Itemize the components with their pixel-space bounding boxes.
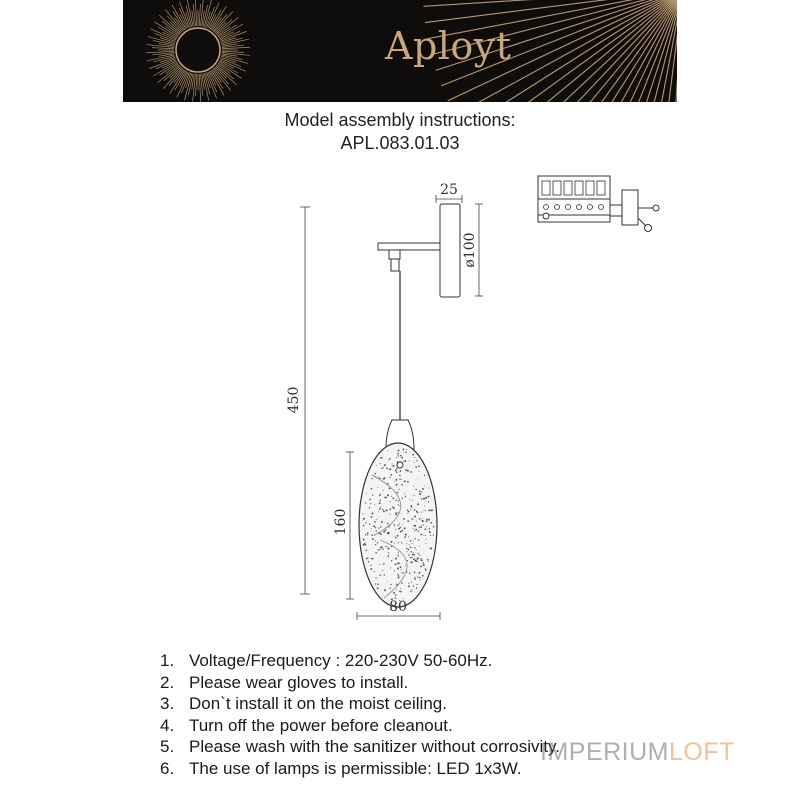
brand-logo: Aployt <box>385 24 512 68</box>
instruction-item: 4. Turn off the power before cleanout. <box>160 715 453 735</box>
dim-shade-width: 80 <box>389 599 407 615</box>
instruction-item: 2. Please wear gloves to install. <box>160 672 409 692</box>
instruction-item: 6. The use of lamps is permissible: LED 1x3W. <box>160 758 522 778</box>
instruction-list <box>160 650 560 779</box>
wall-base <box>440 204 460 297</box>
wall-arm <box>378 243 440 271</box>
dim-base-width: 25 <box>440 182 458 198</box>
document-title: Model assembly instructions: <box>284 110 516 130</box>
dim-shade-height: 160 <box>333 508 349 536</box>
model-number: APL.083.01.03 <box>340 133 460 153</box>
instruction-item: 1. Voltage/Frequency : 220-230V 50-60Hz. <box>160 651 493 670</box>
instruction-item: 5. Please wash with the sanitizer without corrosivity. <box>160 737 561 756</box>
watermark: IMPERIUMLOFT <box>540 738 735 766</box>
dim-base-diameter: ø100 <box>462 232 478 268</box>
glass-shade <box>359 443 437 607</box>
instruction-item: 3. Don`t install it on the moist ceiling. <box>160 694 447 713</box>
dim-total-height: 450 <box>286 386 302 414</box>
